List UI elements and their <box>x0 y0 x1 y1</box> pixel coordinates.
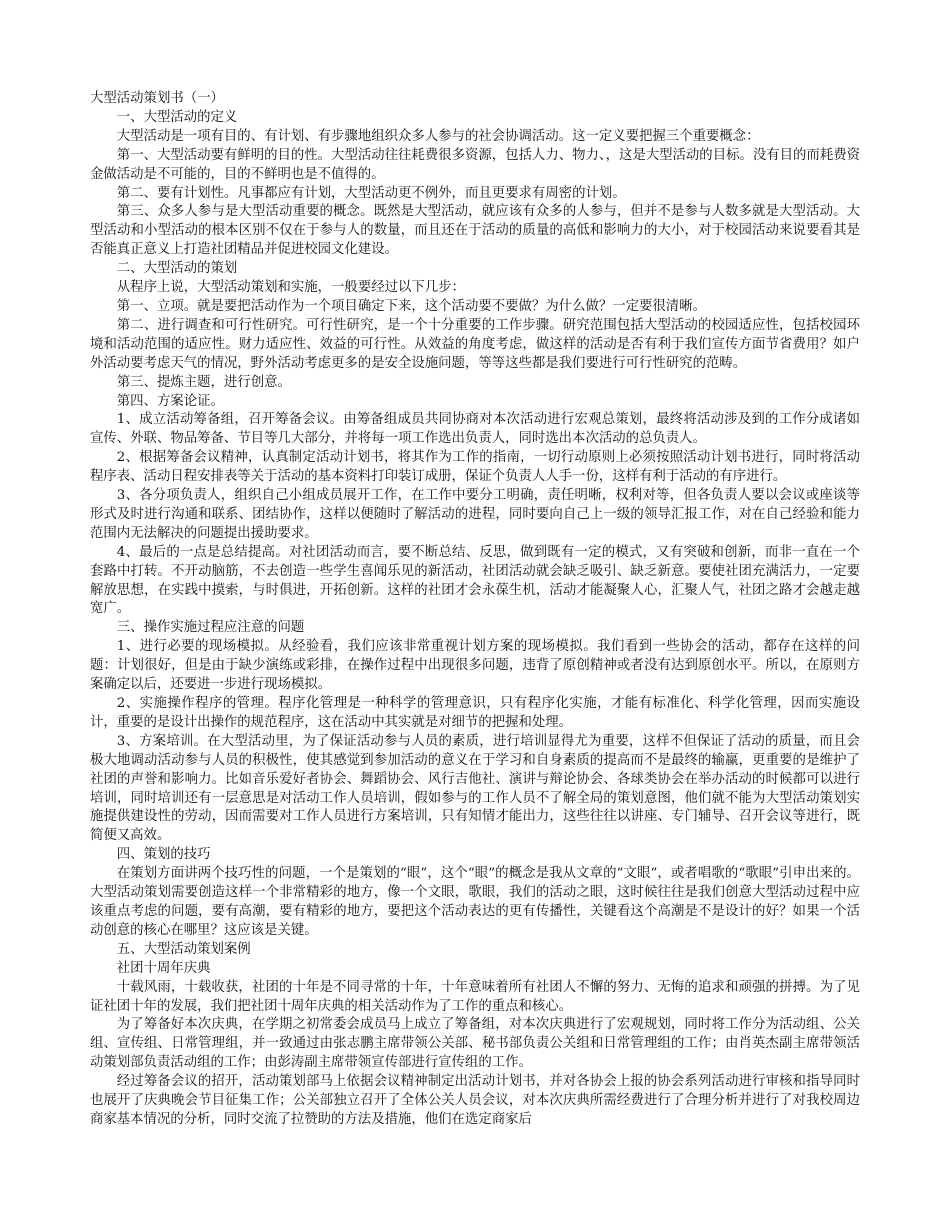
section-heading: 一、大型活动的定义 <box>116 109 238 125</box>
paragraph: 为了筹备好本次庆典，在学期之初常委会成员马上成立了筹备组，对本次庆典进行了宏观规划，同时将工作分为活动组、公关组、宣传组、日常管理组，并一致通过由张志鹏主席带领公关部、秘书部负责公关组和日常管理组的工作；由肖英杰副主席带领活动策划部负责活动组的工作；由彭涛副主席带领宣传部进行宣传组的工作。 <box>90 1017 860 1071</box>
paragraph: 2、根据筹备会议精神，认真制定活动计划书，将其作为工作的指南，一切行动原则上必须按照活动计划书进行，同时将活动程序表、活动日程安排表等关于活动的基本资料打印装订成册，保证个负责人人手一份，这样有利于活动的有序进行。 <box>90 450 860 485</box>
paragraph: 1、成立活动筹备组，召开筹备会议。由筹备组成员共同协商对本次活动进行宏观总策划，最终将活动涉及到的工作分成诸如宣传、外联、物品筹备、节目等几大部分，并将每一项工作选出负责人，同时选出本次活动的总负责人。 <box>90 412 860 447</box>
document-body <box>90 109 860 1130</box>
section-heading: 社团十周年庆典 <box>116 960 211 976</box>
paragraph: 第二、要有计划性。凡事都应有计划，大型活动更不例外，而且更要求有周密的计划。 <box>116 185 626 201</box>
paragraph: 从程序上说，大型活动策划和实施，一般要经过以下几步： <box>116 280 465 296</box>
document-page <box>90 90 860 1130</box>
section-heading: 三、操作实施过程应注意的问题 <box>116 620 305 636</box>
paragraph: 3、方案培训。在大型活动里，为了保证活动参与人员的素质，进行培训显得尤为重要，这样不但保证了活动的质量，而且会极大地调动活动参与人员的积极性，使其感觉到参加活动的意义在于学习和自身素质的提高而不是最终的输赢，更重要的是维护了社团的声誉和影响力。比如音乐爱好者协会、舞蹈协会、风行吉他社、演讲与辩论协会、各球类协会在举办活动的时候都可以进行培训，同时培训还有一层意思是对活动工作人员培训，假如参与的工作人员不了解全局的策划意图，他们就不能为大型活动策划实施提供建设性的劳动，因而需要对工作人员进行方案培训，只有知情才能出力，这些往往以讲座、专门辅导、召开会议等进行，既简便又高效。 <box>90 733 860 844</box>
paragraph: 十载风雨，十载收获，社团的十年是不同寻常的十年，十年意味着所有社团人不懈的努力、无悔的追求和顽强的拼搏。为了见证社团十年的发展，我们把社团十周年庆典的相关活动作为了工作的重点和核心。 <box>90 979 860 1014</box>
paragraph: 第四、方案论证。 <box>116 393 224 409</box>
paragraph: 第一、立项。就是要把活动作为一个项目确定下来，这个活动要不要做？为什么做？一定要很清晰。 <box>116 298 706 314</box>
paragraph: 在策划方面讲两个技巧性的问题，一个是策划的“眼”，这个“眼”的概念是我从文章的“文眼”，或者唱歌的“歌眼”引申出来的。大型活动策划需要创造这样一个非常精彩的地方，像一个文眼，歌眼，我们的活动之眼，这时候往往是我们创意大型活动过程中应该重点考虑的问题，要有高潮，要有精彩的地方，要把这个活动表达的更有传播性，关键看这个高潮是不是设计的好？如果一个活动创意的核心在哪里？这应该是关键。 <box>90 866 860 938</box>
document-title: 大型活动策划书（一） <box>90 91 224 106</box>
paragraph: 3、各分项负责人，组织自己小组成员展开工作，在工作中要分工明确，责任明晰，权利对等，但各负责人要以会议或座谈等形式及时进行沟通和联系、团结协作，这样以便随时了解活动的进程，同时要向自己上一级的领导汇报工作，对在自己经验和能力范围内无法解决的问题提出援助要求。 <box>90 488 860 541</box>
section-heading: 二、大型活动的策划 <box>116 261 238 277</box>
paragraph: 经过筹备会议的招开，活动策划部马上依据会议精神制定出活动计划书，并对各协会上报的协会系列活动进行审核和指导同时也展开了庆典晚会节目征集工作；公关部独立召开了全体公关人员会议，对本次庆典所需经费进行了合理分析并进行了对我校周边商家基本情况的分析，同时交流了拉赞助的方法及措施，他们在选定商家后 <box>90 1074 860 1127</box>
paragraph: 1、进行必要的现场模拟。从经验看，我们应该非常重视计划方案的现场模拟。我们看到一些协会的活动，都存在这样的问题：计划很好，但是由于缺少演练或彩排，在操作过程中出现很多问题，违背了原创精神或者没有达到原创水平。所以，在原则方案确定以后，还要进一步进行现场模拟。 <box>90 639 860 693</box>
section-heading: 四、策划的技巧 <box>116 847 211 863</box>
paragraph: 第二、进行调查和可行性研究。可行性研究，是一个十分重要的工作步骤。研究范围包括大型活动的校园适应性，包括校园环境和活动范围的适应性。财力适应性、效益的可行性。从效益的角度考虑，做这样的活动是否有利于我们宣传方面节省费用？如户外活动要考虑天气的情况，野外活动考虑更多的是安全设施问题，等等这些都是我们要进行可行性研究的范畴。 <box>90 317 860 371</box>
paragraph: 大型活动是一项有目的、有计划、有步骤地组织众多人参与的社会协调活动。这一定义要把握三个重要概念： <box>116 128 760 144</box>
paragraph: 4、最后的一点是总结提高。对社团活动而言，要不断总结、反思，做到既有一定的模式，又有突破和创新，而非一直在一个套路中打转。不开动脑筋，不去创造一些学生喜闻乐见的新活动，社团活动就会缺乏吸引、缺乏新意。要使社团充满活力，一定要解放思想，在实践中摸索，与时俱进，开拓创新。这样的社团才会永葆生机，活动才能凝聚人心，汇聚人气，社团之路才会越走越宽广。 <box>90 544 860 617</box>
paragraph: 2、实施操作程序的管理。程序化管理是一种科学的管理意识，只有程序化实施，才能有标准化、科学化管理，因而实施设计，重要的是设计出操作的规范程序，这在活动中其实就是对细节的把握和处理。 <box>90 696 860 730</box>
paragraph: 第三、众多人参与是大型活动重要的概念。既然是大型活动，就应该有众多的人参与，但并不是参与人数多就是大型活动。大型活动和小型活动的根本区别不仅在于参与人的数量，而且还在于活动的质量的高低和影响力的大小，对于校园活动来说要看其是否能真正意义上打造社团精品并促进校园文化建设。 <box>90 204 860 258</box>
paragraph: 第一、大型活动要有鲜明的目的性。大型活动往往耗费很多资源，包括人力、物力、，这是大型活动的目标。没有目的而耗费资金做活动是不可能的，目的不鲜明也是不值得的。 <box>90 147 860 182</box>
section-heading: 五、大型活动策划案例 <box>116 941 251 957</box>
paragraph: 第三、提炼主题，进行创意。 <box>116 374 291 390</box>
